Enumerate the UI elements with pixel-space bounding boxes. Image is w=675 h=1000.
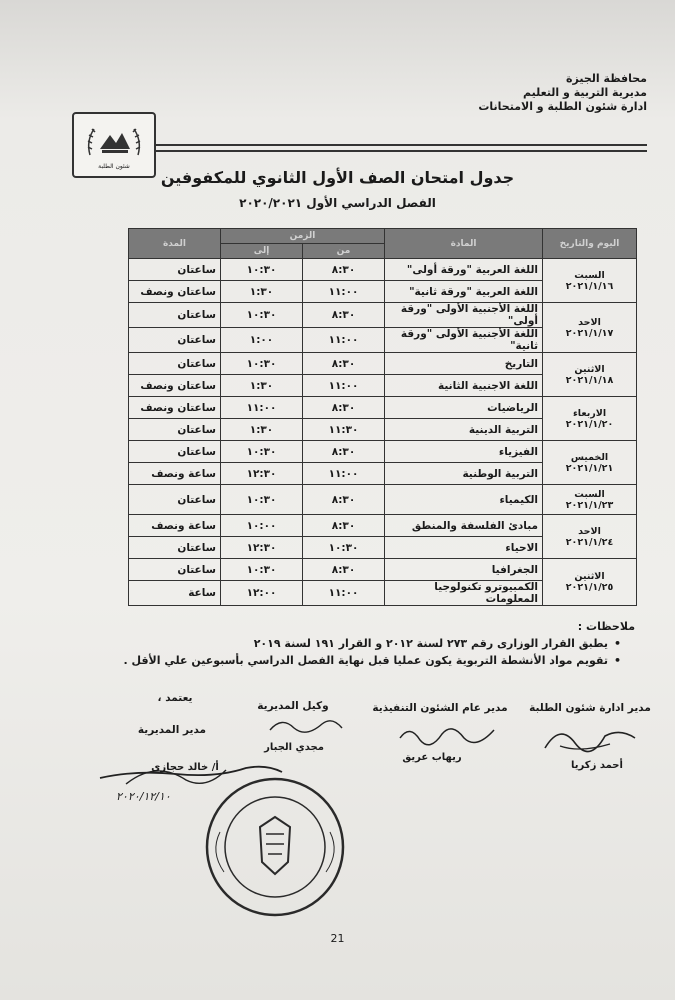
subject-cell: التاريخ: [385, 353, 543, 375]
subject-cell: التربية الوطنية: [385, 463, 543, 485]
time-to-cell: ١٠:٣٠: [221, 441, 303, 463]
table-row: [129, 485, 637, 515]
day-cell: [543, 259, 637, 303]
subject-cell: الفيزياء: [385, 441, 543, 463]
signature-name-director: أ/ خالد حجازى: [151, 762, 219, 773]
table-row: [129, 441, 637, 463]
duration-cell: ساعتان: [129, 303, 221, 328]
time-from-cell: ١١:٠٠: [303, 281, 385, 303]
signature-scribble-3: [266, 712, 346, 740]
signature-name-student-affairs: أحمد زكريا: [571, 760, 623, 771]
approval-label: يعتمد ،: [157, 692, 193, 704]
note-item: • يطبق القرار الوزارى رقم ٢٧٣ لسنة ٢٠١٢ و القرار ١٩١ لسنة ٢٠١٩: [75, 635, 621, 652]
duration-cell: ساعة ونصف: [129, 463, 221, 485]
time-from-cell: ٨:٣٠: [303, 441, 385, 463]
day-name: الاثنين: [574, 363, 605, 375]
page-subtitle: الفصل الدراسي الأول ٢٠٢٠/٢٠٢١: [239, 196, 436, 210]
day-date: ٢٠٢١/١/٢٤: [565, 536, 614, 548]
time-to-cell: ١٢:٠٠: [221, 581, 303, 606]
subject-cell: الكيمياء: [385, 485, 543, 515]
time-from-cell: ١١:٣٠: [303, 419, 385, 441]
day-cell: [543, 303, 637, 353]
page-title: جدول امتحان الصف الأول الثانوي للمكفوفين: [160, 168, 515, 187]
day-name: الاحد: [578, 316, 601, 328]
signature-name-deputy: مجدي الجبار: [264, 742, 324, 753]
duration-cell: ساعتان: [129, 441, 221, 463]
official-stamp-icon: [200, 772, 350, 922]
table-row: [129, 259, 637, 281]
day-name: الخميس: [570, 451, 609, 463]
time-from-cell: ٨:٣٠: [303, 303, 385, 328]
handwritten-date: ٢٠٢٠/١٢/١٠: [116, 790, 171, 803]
header-day-date: اليوم والتاريخ: [543, 229, 637, 259]
duration-cell: ساعتان ونصف: [129, 397, 221, 419]
day-date: ٢٠٢١/١/٢١: [565, 462, 614, 474]
time-from-cell: ٨:٣٠: [303, 515, 385, 537]
notes-list: [75, 635, 635, 669]
subject-cell: التربية الدينية: [385, 419, 543, 441]
time-from-cell: ٨:٣٠: [303, 485, 385, 515]
duration-cell: ساعتان: [129, 353, 221, 375]
duration-cell: ساعتان: [129, 259, 221, 281]
table-header-row: [129, 229, 637, 244]
time-from-cell: ٨:٣٠: [303, 397, 385, 419]
duration-cell: ساعة: [129, 581, 221, 606]
day-date: ٢٠٢١/١/١٧: [565, 327, 614, 339]
subject-cell: مبادئ الفلسفة والمنطق: [385, 515, 543, 537]
time-to-cell: ١:٠٠: [221, 328, 303, 353]
day-name: السبت: [574, 269, 605, 281]
day-name: الاحد: [578, 525, 601, 537]
signature-title-deputy: وكيل المديرية: [257, 700, 329, 712]
time-to-cell: ١٢:٣٠: [221, 463, 303, 485]
time-to-cell: ١٠:٣٠: [221, 259, 303, 281]
subject-cell: الرياضيات: [385, 397, 543, 419]
time-from-cell: ١٠:٣٠: [303, 537, 385, 559]
duration-cell: ساعتان ونصف: [129, 375, 221, 397]
duration-cell: ساعتان: [129, 485, 221, 515]
subject-cell: اللغة العربية "ورقة أولى": [385, 259, 543, 281]
day-date: ٢٠٢١/١/١٨: [565, 374, 614, 386]
day-cell: [543, 515, 637, 559]
duration-cell: ساعتان: [129, 419, 221, 441]
signature-title-executive-affairs: مدير عام الشئون التنفيذية: [372, 702, 508, 714]
duration-cell: ساعتان: [129, 537, 221, 559]
signature-title-director: مدير المديرية: [137, 724, 207, 736]
duration-cell: ساعتان ونصف: [129, 281, 221, 303]
wreath-emblem-icon: [82, 121, 146, 161]
time-to-cell: ١٠:٠٠: [221, 515, 303, 537]
time-to-cell: ١:٣٠: [221, 375, 303, 397]
duration-cell: ساعتان: [129, 559, 221, 581]
signature-name-executive-affairs: ريهاب عريق: [402, 752, 462, 763]
time-to-cell: ١٠:٣٠: [221, 485, 303, 515]
day-cell: [543, 485, 637, 515]
time-from-cell: ١١:٠٠: [303, 375, 385, 397]
day-date: ٢٠٢١/١/١٦: [565, 280, 614, 292]
page-number: 21: [330, 932, 345, 945]
exam-schedule-table: [128, 228, 637, 606]
duration-cell: ساعة ونصف: [129, 515, 221, 537]
time-to-cell: ١١:٠٠: [221, 397, 303, 419]
time-from-cell: ١١:٠٠: [303, 328, 385, 353]
header-from: من: [303, 244, 385, 259]
table-row: [129, 559, 637, 581]
header-rule-bottom: [156, 150, 647, 152]
time-from-cell: ٨:٣٠: [303, 559, 385, 581]
time-to-cell: ١:٣٠: [221, 281, 303, 303]
subject-cell: اللغة الاجنبية الثانية: [385, 375, 543, 397]
subject-cell: اللغة الأجنبية الأولى "ورقة ثانية": [385, 328, 543, 353]
header-to: إلى: [221, 244, 303, 259]
table-row: [129, 515, 637, 537]
time-from-cell: ٨:٣٠: [303, 259, 385, 281]
signature-scribble-2: [392, 716, 502, 756]
header-duration: المدة: [129, 229, 221, 259]
notes-heading: ملاحظات :: [577, 620, 635, 633]
header-time: الزمن: [221, 229, 385, 244]
subject-cell: اللغة الأجنبية الأولى "ورقة أولى": [385, 303, 543, 328]
day-cell: [543, 353, 637, 397]
time-to-cell: ١٢:٣٠: [221, 537, 303, 559]
subject-cell: الجغرافيا: [385, 559, 543, 581]
time-from-cell: ٨:٣٠: [303, 353, 385, 375]
subject-cell: الكمبيوترو تكنولوجيا المعلومات: [385, 581, 543, 606]
day-date: ٢٠٢١/١/٢٥: [565, 582, 614, 593]
time-to-cell: ١٠:٣٠: [221, 353, 303, 375]
day-name: السبت: [574, 488, 605, 500]
signature-scribble-1: [540, 718, 640, 758]
duration-cell: ساعتان: [129, 328, 221, 353]
day-name: الاربعاء: [572, 407, 607, 419]
time-from-cell: ١١:٠٠: [303, 581, 385, 606]
day-cell: [543, 397, 637, 441]
time-to-cell: ١:٣٠: [221, 419, 303, 441]
day-name: الاثنين: [574, 571, 605, 582]
subject-cell: الاحياء: [385, 537, 543, 559]
time-to-cell: ١٠:٣٠: [221, 303, 303, 328]
header-rule-top: [156, 144, 647, 146]
table-row: [129, 303, 637, 328]
header-directorate: مديرية التربية و التعليم: [523, 86, 647, 99]
day-date: ٢٠٢١/١/٢٠: [565, 418, 614, 430]
header-governorate: محافظة الجيزة: [566, 72, 647, 85]
time-to-cell: ١٠:٣٠: [221, 559, 303, 581]
header-administration: ادارة شئون الطلبة و الامتحانات: [478, 100, 647, 113]
day-cell: [543, 441, 637, 485]
header-subject: المادة: [385, 229, 543, 259]
day-cell: [543, 559, 637, 606]
signature-title-student-affairs: مدير ادارة شئون الطلبة: [529, 702, 651, 714]
table-row: [129, 353, 637, 375]
time-from-cell: ١١:٠٠: [303, 463, 385, 485]
logo-caption: شئون الطلبة: [98, 162, 130, 170]
notes-section: [75, 618, 635, 669]
ministry-header: [478, 72, 647, 114]
day-date: ٢٠٢١/١/٢٣: [565, 499, 614, 511]
table-row: [129, 397, 637, 419]
subject-cell: اللغة العربية "ورقة ثانية": [385, 281, 543, 303]
note-item: • تقويم مواد الأنشطة التربوية يكون عمليا قبل نهاية الفصل الدراسي بأسبوعين علي الأقل .: [75, 652, 621, 669]
